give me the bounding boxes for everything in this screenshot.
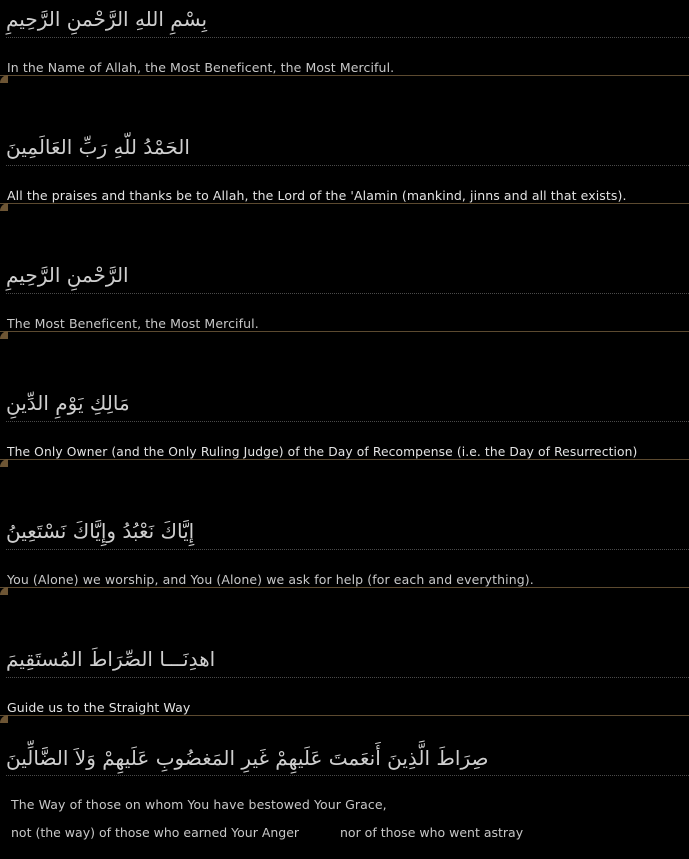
verse-3-arabic: الرَّحْمنِ الرَّحِيمِ [6,263,129,287]
verse-separator [0,459,689,460]
verse-5-arabic: إِيَّاكَ نَعْبُدُ وإِيَّاكَ نَسْتَعِينُ [6,519,195,543]
verse-separator [0,331,689,332]
verse-6-english: Guide us to the Straight Way [7,700,191,715]
verse-separator [0,587,689,588]
verse-7-english-line2-part2: nor of those who went astray [340,825,524,840]
corner-ornament [0,203,8,211]
verse-separator [0,75,689,76]
verse-7-english-line2-part1: not (the way) of those who earned Your Anger [11,825,300,840]
corner-ornament [0,459,8,467]
dotted-divider [6,677,689,678]
dotted-divider [6,293,689,294]
corner-ornament [0,587,8,595]
corner-ornament [0,331,8,339]
verse-1-english: In the Name of Allah, the Most Beneficent, the Most Merciful. [7,60,395,75]
corner-ornament [0,715,8,723]
verse-6-arabic: اهدِنَـــا الصِّرَاطَ المُستَقِيمَ [6,647,216,671]
corner-ornament [0,75,8,83]
verse-7-arabic: صِرَاطَ الَّذِينَ أَنعَمتَ عَلَيهِمْ غَيرِ المَغضُوبِ عَلَيهِمْ وَلاَ الضَّالِّينَ [6,746,489,770]
verse-2-english: All the praises and thanks be to Allah, the Lord of the 'Alamin (mankind, jinns and all that exists). [7,188,627,203]
dotted-divider [6,37,689,38]
dotted-divider [6,775,689,776]
verse-separator [0,715,689,716]
dotted-divider [6,421,689,422]
verse-1-arabic: بِسْمِ اللهِ الرَّحْمنِ الرَّحِيمِ [6,7,208,31]
verse-5-english: You (Alone) we worship, and You (Alone) we ask for help (for each and everything). [7,572,534,587]
verse-2-arabic: الحَمْدُ للّهِ رَبِّ العَالَمِينَ [6,135,190,159]
dotted-divider [6,549,689,550]
dotted-divider [6,165,689,166]
verse-4-arabic: مَالِكِ يَوْمِ الدِّينِ [6,391,130,415]
verse-4-english: The Only Owner (and the Only Ruling Judge) of the Day of Recompense (i.e. the Day of Resurrection) [7,445,638,459]
verse-separator [0,203,689,204]
verse-7-english: The Way of those on whom You have bestowed Your Grace, [11,797,387,812]
verse-3-english: The Most Beneficent, the Most Merciful. [7,316,259,331]
